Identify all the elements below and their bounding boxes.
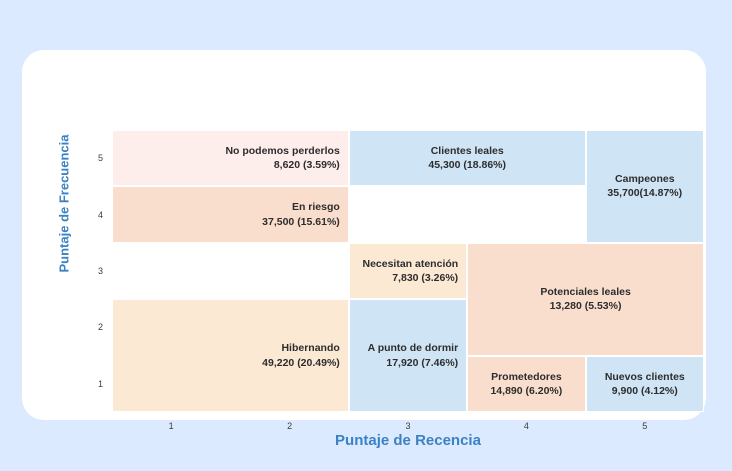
x-axis-tick: 3 xyxy=(405,421,411,431)
y-axis-tick: 4 xyxy=(97,209,103,220)
segment-value: 45,300 (18.86%) xyxy=(428,159,507,172)
segment-value: 13,280 (5.53%) xyxy=(549,300,622,313)
segment-cell[interactable] xyxy=(112,130,349,186)
segment-value: 8,620 (3.59%) xyxy=(273,159,340,172)
x-axis-tick: 5 xyxy=(642,421,648,431)
segment-cell[interactable] xyxy=(349,130,586,186)
segment-name: Potenciales leales xyxy=(540,286,631,299)
y-axis-title: Puntaje de Frecuencia xyxy=(56,134,72,273)
segment-value: 14,890 (6.20%) xyxy=(490,384,563,397)
segment-value: 35,700(14.87%) xyxy=(607,187,683,200)
segment-name: Prometedores xyxy=(491,370,562,383)
y-axis-tick: 2 xyxy=(97,322,103,333)
segment-value: 17,920 (7.46%) xyxy=(386,356,459,369)
segment-cell[interactable] xyxy=(467,356,585,412)
segment-cell[interactable] xyxy=(112,186,349,242)
segment-value: 9,900 (4.12%) xyxy=(611,384,678,397)
segment-cell[interactable] xyxy=(586,356,704,412)
segment-cell[interactable] xyxy=(349,299,467,412)
segment-name: En riesgo xyxy=(291,201,340,214)
x-axis-title: Puntaje de Recencia xyxy=(335,432,481,449)
x-axis-tick: 4 xyxy=(523,421,529,431)
segment-value: 7,830 (3.26%) xyxy=(392,271,459,284)
segment-name: No podemos perderlos xyxy=(225,145,340,158)
segment-name: Clientes leales xyxy=(430,145,504,158)
chart-card xyxy=(22,50,706,449)
segment-name: Hibernando xyxy=(281,342,340,355)
x-axis-tick: 1 xyxy=(168,421,174,431)
rfm-treemap-plot xyxy=(97,130,704,431)
segment-name: Necesitan atención xyxy=(362,257,459,270)
segment-cell[interactable] xyxy=(467,243,704,356)
y-axis-tick: 3 xyxy=(97,266,103,276)
segment-name: A punto de dormir xyxy=(367,342,459,355)
segment-cell[interactable] xyxy=(112,299,349,412)
x-axis-tick: 2 xyxy=(287,421,293,431)
y-axis-tick: 5 xyxy=(97,153,103,164)
y-axis-tick: 1 xyxy=(97,378,103,389)
segment-name: Nuevos clientes xyxy=(604,370,685,383)
segment-cell[interactable] xyxy=(586,130,704,243)
segment-value: 49,220 (20.49%) xyxy=(262,356,340,369)
segment-value: 37,500 (15.61%) xyxy=(262,215,340,228)
segment-cell[interactable] xyxy=(349,243,467,299)
segment-name: Campeones xyxy=(615,173,675,186)
